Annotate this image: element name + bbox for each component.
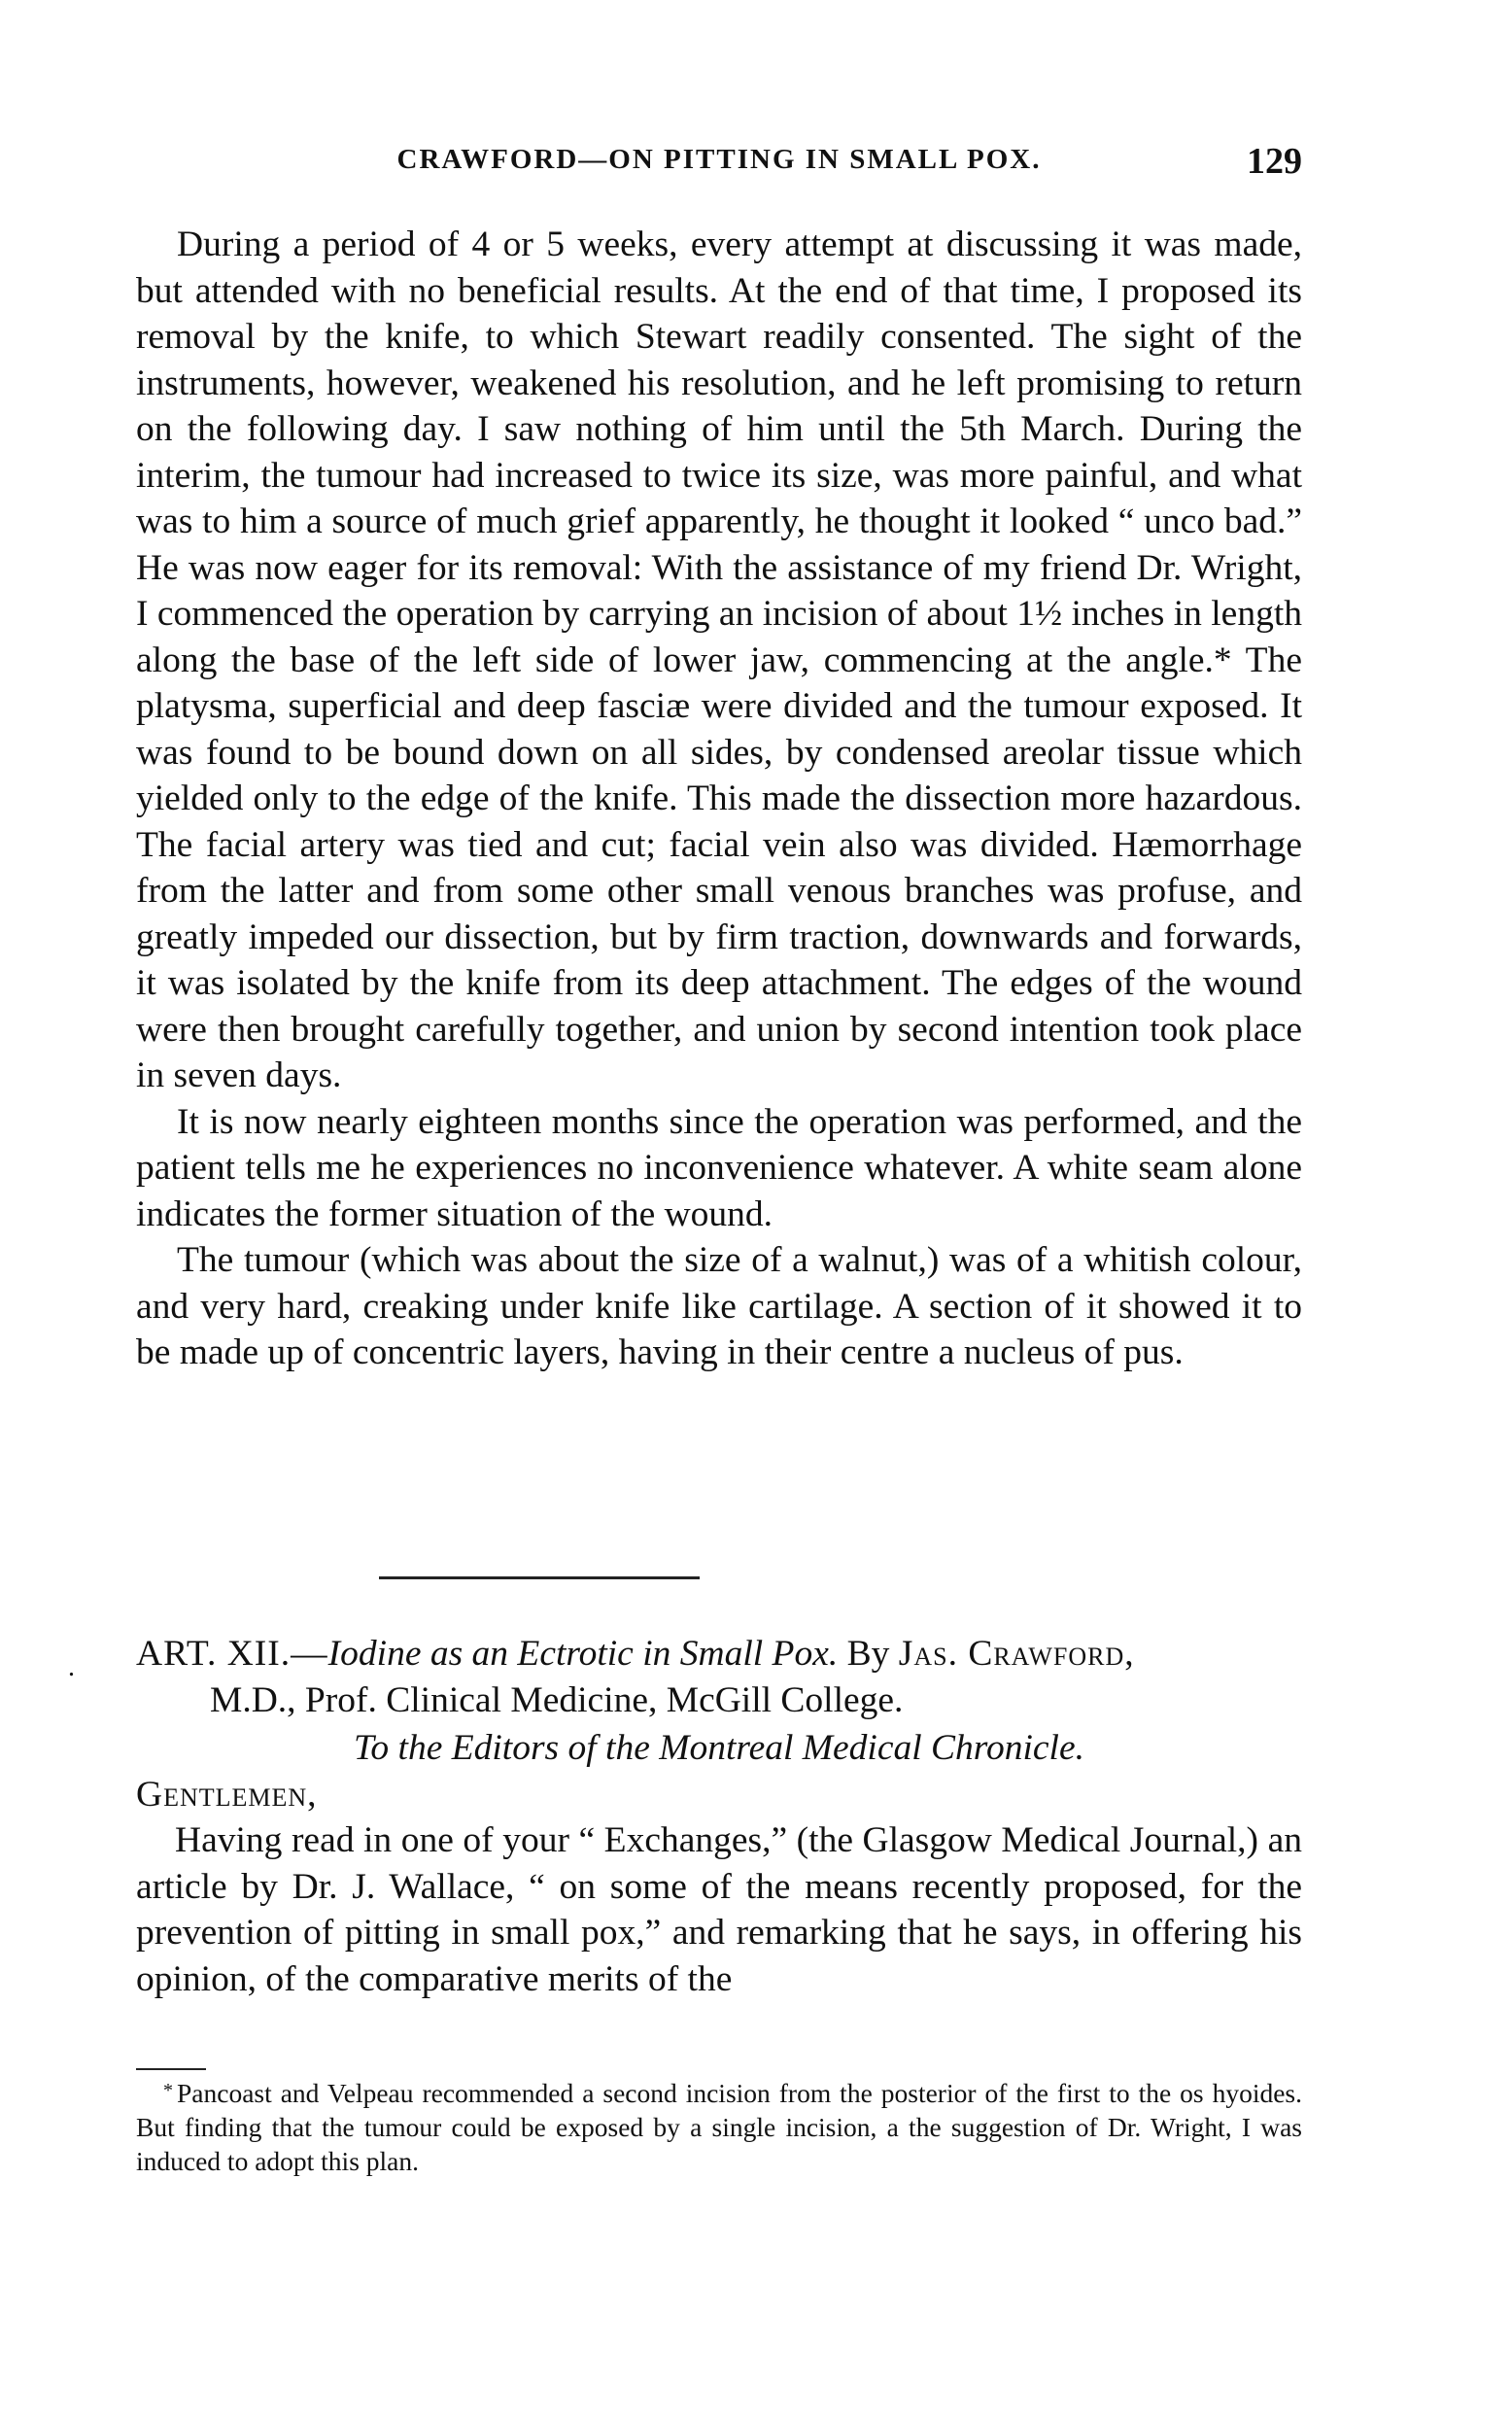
footnote-text: Pancoast and Velpeau recommended a second incision from the posterior of the first to the os hyoides. But finding that the tumour could be exposed by a single incision, a the suggestion of Dr. Wright, I was induced to adopt this plan.: [136, 2078, 1302, 2176]
letter-body: Having read in one of your “ Exchanges,” (the Glasgow Medical Journal,) an article by Dr. J. Wallace, “ on some of the means recently proposed, for the prevention of pitting in small pox,” and remarking that he says, in offering his opinion, of the comparative merits of the: [136, 1820, 1302, 1999]
article-author: Jas. Crawford,: [898, 1634, 1135, 1674]
article-section: [136, 1631, 1302, 2002]
footnote-mark: *: [163, 2080, 173, 2101]
letter-salutation: Gentlemen,: [136, 1774, 318, 1815]
article-title: Iodine as an Ectrotic in Small Pox.: [327, 1634, 839, 1674]
page-number: 129: [1247, 141, 1302, 182]
main-text: [136, 222, 1302, 1376]
article-label: ART. XII.—: [136, 1634, 328, 1674]
margin-mark: .: [68, 1652, 75, 1682]
running-head: [136, 141, 1302, 192]
article-heading: [136, 1631, 1302, 1677]
paragraph-tumour-description: The tumour (which was about the size of a walnut,) was of a whitish colour, and very hard, creaking under knife like cartilage. A section of it showed it to be made up of concentric layers, having in their centre a nucleus of pus.: [136, 1240, 1302, 1372]
article-affiliation: M.D., Prof. Clinical Medicine, McGill College.: [210, 1679, 904, 1720]
footnote-rule: [136, 2068, 206, 2070]
paragraph-outcome: It is now nearly eighteen months since the operation was performed, and the patient tells me he experiences no inconvenience whatever. A white seam alone indicates the former situation of the wound.: [136, 1101, 1302, 1234]
article-by: By: [846, 1634, 890, 1674]
article-addressee: To the Editors of the Montreal Medical Chronicle.: [353, 1728, 1084, 1768]
footnote: [136, 2074, 1302, 2178]
running-title: CRAWFORD—ON PITTING IN SMALL POX.: [396, 144, 1042, 175]
section-divider: [379, 1576, 700, 1579]
paragraph-operation: During a period of 4 or 5 weeks, every attempt at discussing it was made, but attended with no beneficial results. At the end of that time, I proposed its removal by the knife, to which Stewart readily consented. The sight of the instruments, however, weakened his resolution, and he left promising to return on the following day. I saw nothing of him until the 5th March. During the interim, the tumour had increased to twice its size, was more painful, and what was to him a source of much grief apparently, he thought it looked “ unco bad.” He was now eager for its removal: With the assistance of my friend Dr. Wright, I commenced the operation by carrying an incision of about 1½ inches in length along the base of the left side of lower jaw, commencing at the angle.* The platysma, superficial and deep fasciæ were divided and the tumour exposed. It was found to be bound down on all sides, by condensed areolar tissue which yielded only to the edge of the knife. This made the dissection more hazardous. The facial artery was tied and cut; facial vein also was divided. Hæmorrhage from the latter and from some other small venous branches was profuse, and greatly impeded our dissection, but by firm traction, downwards and forwards, it was isolated by the knife from its deep attachment. The edges of the wound were then brought carefully together, and union by second intention took place in seven days.: [136, 225, 1302, 1095]
